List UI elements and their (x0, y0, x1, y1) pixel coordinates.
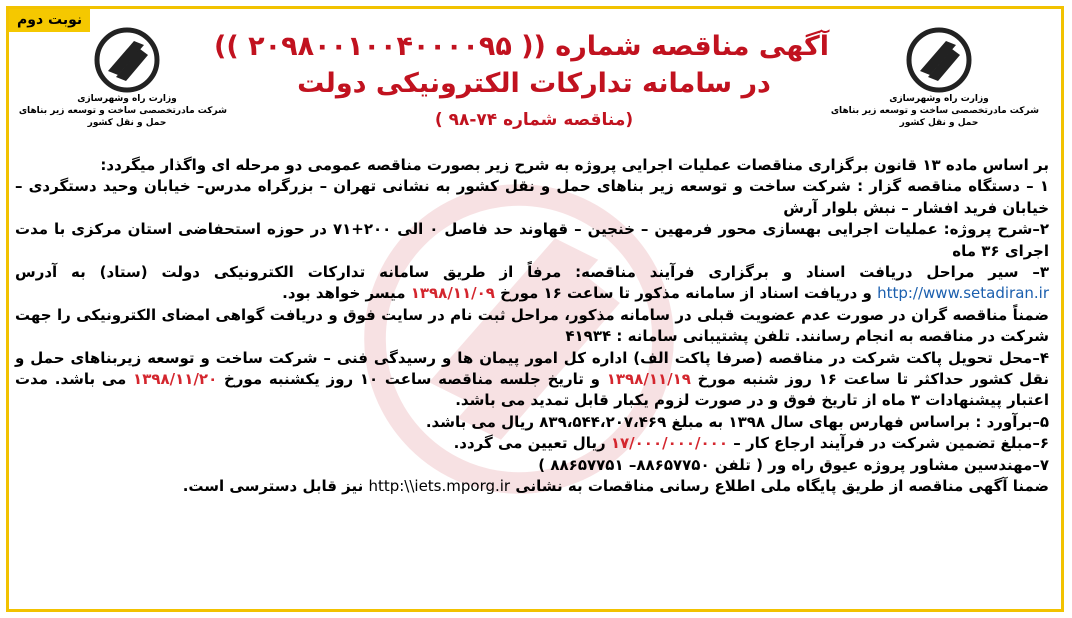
ministry-name: وزارت راه وشهرسازی (889, 94, 989, 104)
ministry-logo-icon (94, 27, 160, 93)
intro-paragraph: بر اساس ماده ۱۳ قانون برگزاری مناقصات عملیات اجرایی پروژه به شرح زیر بصورت مناقصه عمومی دو مرحله ای واگذار میگردد: (100, 156, 1049, 174)
company-name: شرکت مادرتخصصی ساخت و توسعه زیر بناهای (830, 106, 1039, 116)
guarantee-amount: ۱۷/۰۰۰/۰۰۰/۰۰۰ (610, 434, 728, 453)
item-7-consultant: ۷–مهندسین مشاور پروژه عیوق راه ور ( تلفن ۸۸۶۵۷۷۵۰– ۸۸۶۵۷۷۵۱ ) (538, 455, 1049, 474)
item-4-envelope-delivery: ۴–محل تحویل پاکت شرکت در مناقصه (صرفا پاکت الف) اداره کل امور پیمان ها و رسیدگی فنی – شرکت ساخت و توسعه زیربناهای حمل و نقل کشور حداکثر تا ساعت ۱۶ روز شنبه مورخ ۱۳۹۸/۱۱/۱۹ و تاریخ جلسه مناقصه ساعت ۱۰ روز یکشنبه مورخ ۱۳۹۸/۱۱/۲۰ می باشد. مدت اعتبار پیشنهادات ۳ ماه از تاریخ فوق و در صورت لزوم یکبار قابل تمدید می باشد. (15, 348, 1049, 410)
tender-title (214, 29, 829, 133)
item-5-estimate: ۵–برآورد : براساس فهارس بهای سال ۱۳۹۸ به مبلغ ۸۳۹،۵۴۴،۲۰۷،۴۶۹ ریال می باشد. (425, 412, 1049, 431)
item-2-project-description: ۲–شرح پروژه: عملیات اجرایی بهسازی محور فرمهین – خنجین – قهاوند حد فاصل ۰ الی ۲۰۰+۷۱ در حوزه استحفاضی استان مرکزی با مدت اجرای ۳۶ ماه (15, 220, 1049, 260)
final-note: ضمنا آگهی مناقصه از طریق پایگاه ملی اطلاع رسانی مناقصات به نشانی http:\\iets.mporg.ir نیز قابل دسترسی است. (182, 477, 1049, 496)
announcement-body (15, 155, 1049, 498)
ministry-logo-icon (906, 27, 972, 93)
delivery-deadline-date: ۱۳۹۸/۱۱/۱۹ (606, 370, 691, 389)
opening-session-date: ۱۳۹۸/۱۱/۲۰ (133, 370, 218, 389)
company-name: شرکت مادرتخصصی ساخت و توسعه زیر بناهای (18, 106, 227, 116)
tender-number-heading: آگهی مناقصه شماره (( ۲۰۹۸۰۰۱۰۰۴۰۰۰۰۹۵ )) (214, 31, 829, 62)
org-header-right (830, 27, 1039, 129)
system-heading: در سامانه تدارکات الکترونیکی دولت (297, 68, 771, 99)
tender-subnumber: (مناقصه شماره ۷۴-۹۸ ) (434, 110, 634, 130)
setadiran-link[interactable]: http://www.setadiran.ir (877, 284, 1049, 303)
document-deadline-date: ۱۳۹۸/۱۱/۰۹ (410, 284, 495, 303)
ministry-name: وزارت راه وشهرسازی (77, 94, 177, 104)
announcement-frame (6, 6, 1064, 612)
org-header-left (18, 27, 227, 129)
iets-link[interactable]: http:\\iets.mporg.ir (368, 477, 511, 496)
registration-note: ضمناً مناقصه گران در صورت عدم عضویت قبلی در سامانه مذکور، مراحل ثبت نام در سایت فوق و دریافت گواهی امضای الکترونیکی را جهت شرکت در مناقصه به انجام رسانند. تلفن پشتیبانی سامانه : ۴۱۹۳۴ (15, 305, 1049, 346)
company-name-2: حمل و نقل کشور (87, 118, 167, 128)
item-3-document-process: ۳– سیر مراحل دریافت اسناد و برگزاری فرآیند مناقصه: مرفاً از طریق سامانه تدارکات الکترونیکی دولت (ستاد) به آدرس http://www.setadiran.ir و دریافت اسناد از سامانه مذکور تا ساعت ۱۶ مورخ ۱۳۹۸/۱۱/۰۹ میسر خواهد بود. (15, 263, 1049, 303)
item-6-guarantee: ۶–مبلغ تضمین شرکت در فرآیند ارجاع کار – ۱۷/۰۰۰/۰۰۰/۰۰۰ ریال تعیین می گردد. (453, 434, 1049, 453)
publication-badge: نوبت دوم (9, 9, 90, 32)
company-name-2: حمل و نقل کشور (899, 118, 979, 128)
item-1-tender-authority: ۱ – دستگاه مناقصه گزار : شرکت ساخت و توسعه زیر بناهای حمل و نقل کشور به نشانی تهران – بزرگراه مدرس– خیابان وحید دستگردی – خیابان فرید افشار – نبش بلوار آرش (15, 177, 1049, 217)
